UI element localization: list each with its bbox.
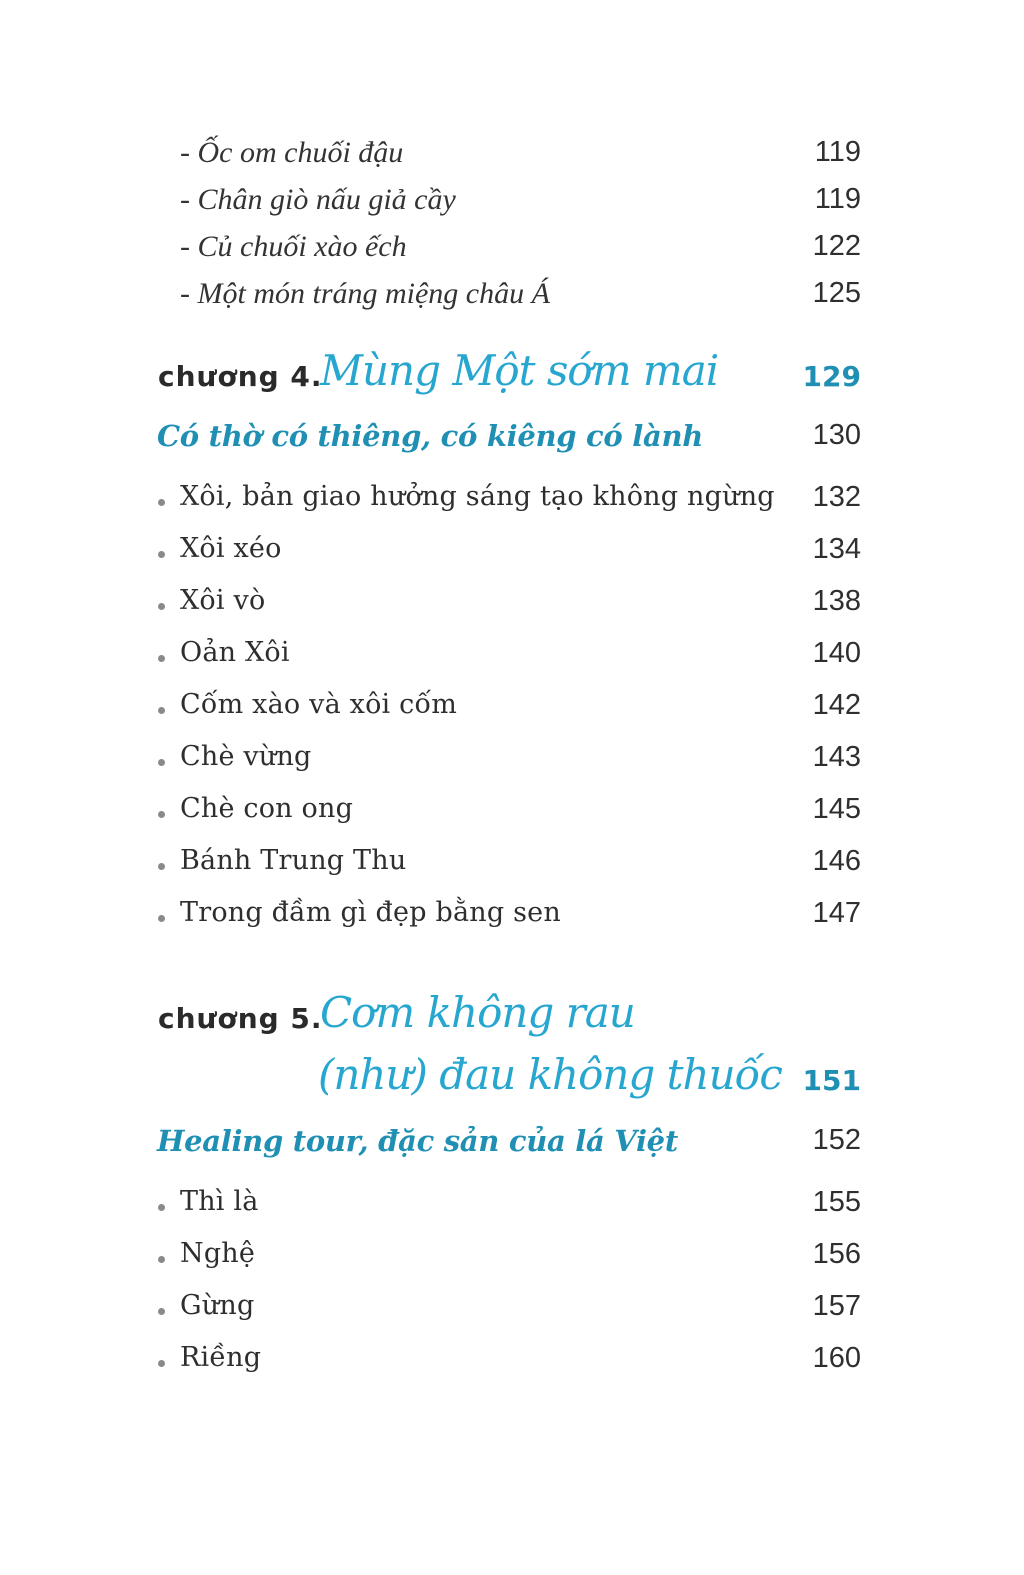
toc-page-number: 147 <box>812 897 861 929</box>
chapter-4-heading <box>0 346 1024 404</box>
toc-sub-item-label: - Ốc om chuối đậu <box>180 136 404 169</box>
toc-sub-item-label: - Một món tráng miệng châu Á <box>180 277 550 310</box>
toc-page-number: 155 <box>812 1186 861 1218</box>
toc-item-label: Oản Xôi <box>180 637 290 668</box>
toc-item-label: Riềng <box>180 1342 262 1373</box>
toc-item-label: Chè vừng <box>180 741 312 772</box>
toc-page-number: 134 <box>812 533 861 565</box>
toc-page-number: 160 <box>812 1342 861 1374</box>
toc-item-label: Thì là <box>180 1186 259 1217</box>
toc-page-number: 138 <box>812 585 861 617</box>
toc-page-number: 119 <box>814 183 861 215</box>
bullet-icon <box>158 811 165 818</box>
bullet-icon <box>158 551 165 558</box>
toc-list-item <box>0 585 1024 635</box>
chapter-title-line-1: Cơm không rau <box>320 988 635 1037</box>
chapter-prefix: chương 5. <box>158 1002 323 1035</box>
bullet-icon <box>158 863 165 870</box>
chapter-5-heading <box>0 988 1024 1106</box>
toc-item-label: Gừng <box>180 1290 255 1321</box>
toc-list-item <box>0 845 1024 895</box>
toc-list-item <box>0 897 1024 947</box>
section-title: Healing tour, đặc sản của lá Việt <box>157 1124 678 1158</box>
toc-page-number: 142 <box>812 689 861 721</box>
toc-list-item <box>0 481 1024 531</box>
toc-item-label: Cốm xào và xôi cốm <box>180 689 458 720</box>
toc-page-number: 156 <box>812 1238 861 1270</box>
chapter-title-line-2: (như) đau không thuốc <box>318 1050 782 1099</box>
chapter-prefix: chương 4. <box>158 360 323 393</box>
chapter-page-number: 151 <box>802 1064 861 1097</box>
toc-page-number: 146 <box>812 845 861 877</box>
toc-page-number: 132 <box>812 481 861 513</box>
toc-list-item <box>0 1290 1024 1340</box>
toc-list-item <box>0 533 1024 583</box>
toc-page-number: 119 <box>814 136 861 168</box>
toc-page-number: 130 <box>812 419 861 451</box>
toc-list-item <box>0 1186 1024 1236</box>
toc-item-label: Nghệ <box>180 1238 256 1269</box>
bullet-icon <box>158 1360 165 1367</box>
toc-item-label: Xôi vò <box>180 585 266 616</box>
toc-sub-item-label: - Củ chuối xào ếch <box>180 230 407 263</box>
toc-item-label: Xôi xéo <box>180 533 282 564</box>
toc-list-item <box>0 689 1024 739</box>
toc-list-item <box>0 1238 1024 1288</box>
toc-sub-item <box>0 230 1024 280</box>
toc-list-item <box>0 793 1024 843</box>
toc-sub-item-label: - Chân giò nấu giả cầy <box>180 183 456 216</box>
toc-page-number: 145 <box>812 793 861 825</box>
toc-item-label: Chè con ong <box>180 793 354 824</box>
bullet-icon <box>158 915 165 922</box>
chapter-title: Mùng Một sớm mai <box>320 346 719 395</box>
toc-page-number: 143 <box>812 741 861 773</box>
toc-page-number: 140 <box>812 637 861 669</box>
toc-list-item <box>0 1342 1024 1392</box>
toc-list-item <box>0 637 1024 687</box>
bullet-icon <box>158 1308 165 1315</box>
toc-sub-item <box>0 136 1024 186</box>
toc-sub-item <box>0 277 1024 327</box>
toc-page-number: 125 <box>812 277 861 309</box>
bullet-icon <box>158 603 165 610</box>
section-heading <box>0 1124 1024 1174</box>
toc-page-number: 157 <box>812 1290 861 1322</box>
toc-sub-item <box>0 183 1024 233</box>
bullet-icon <box>158 1204 165 1211</box>
toc-item-label: Bánh Trung Thu <box>180 845 407 876</box>
toc-item-label: Xôi, bản giao hưởng sáng tạo không ngừng <box>180 481 775 512</box>
bullet-icon <box>158 707 165 714</box>
bullet-icon <box>158 1256 165 1263</box>
toc-page-number: 122 <box>812 230 861 262</box>
section-title: Có thờ có thiêng, có kiêng có lành <box>157 419 704 453</box>
section-heading <box>0 419 1024 469</box>
bullet-icon <box>158 499 165 506</box>
chapter-page-number: 129 <box>802 360 861 393</box>
toc-item-label: Trong đầm gì đẹp bằng sen <box>180 897 561 928</box>
toc-page-number: 152 <box>812 1124 861 1156</box>
toc-list-item <box>0 741 1024 791</box>
bullet-icon <box>158 655 165 662</box>
bullet-icon <box>158 759 165 766</box>
